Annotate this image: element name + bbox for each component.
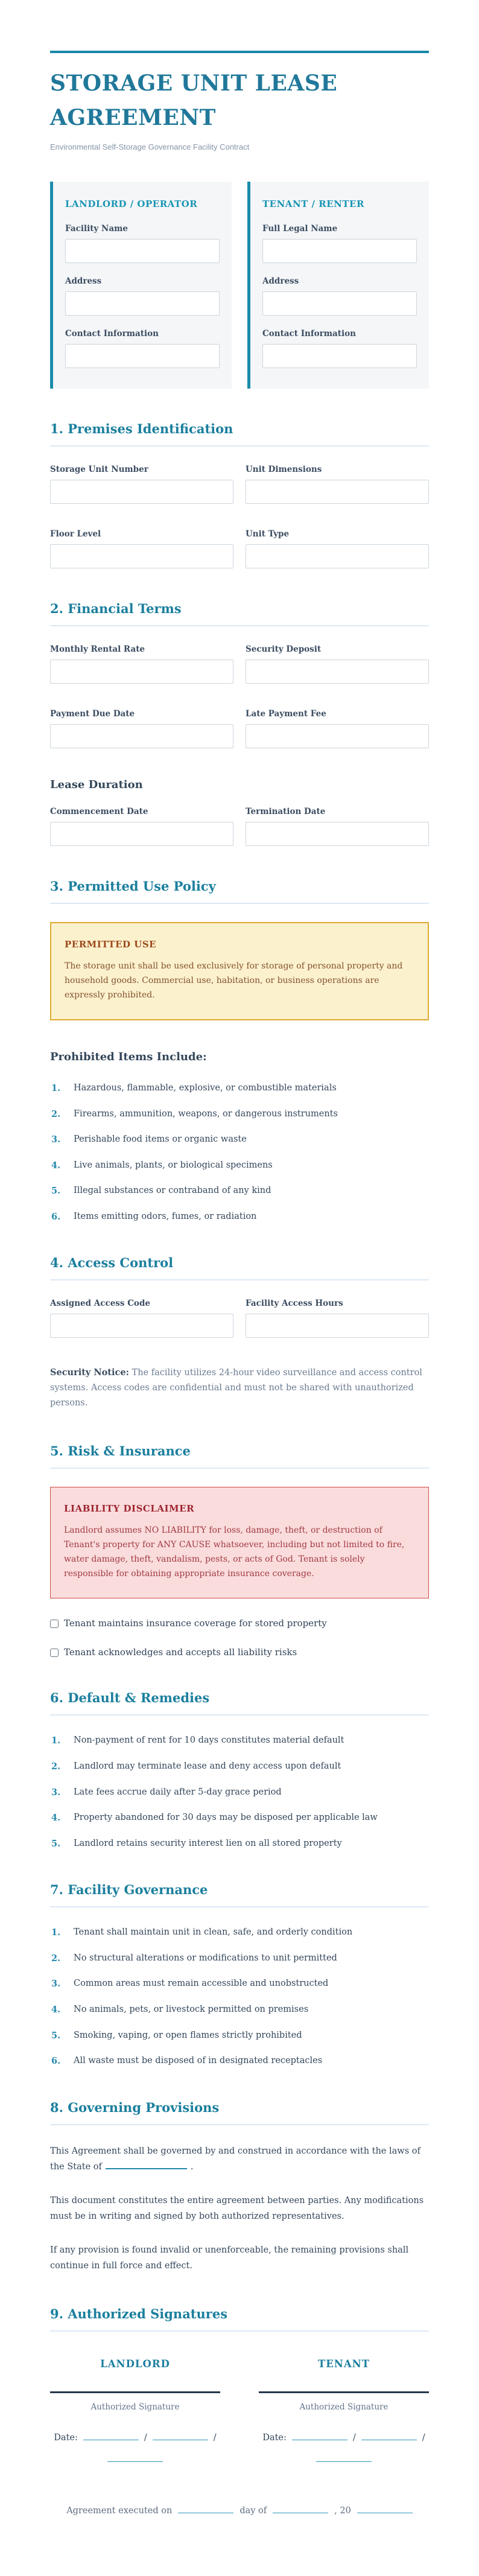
section-divider — [50, 1906, 429, 1907]
facility-name-input[interactable] — [65, 239, 220, 263]
section-financial-terms — [50, 601, 429, 846]
entire-agreement-paragraph: This document constitutes the entire agreement between parties. Any modifications must be in writing and signed by both authorized representatives. — [50, 2195, 424, 2221]
list-item: All waste must be disposed of in designated receptacles — [74, 2056, 323, 2066]
governing-law-text: This Agreement shall be governed by and construed in accordance with the laws of the State of — [50, 2146, 420, 2172]
tenant-date-month-blank[interactable] — [292, 2431, 347, 2440]
payment-due-date-field — [50, 709, 233, 748]
tenant-name-field — [262, 224, 417, 263]
facility-governance-section-title: 7. Facility Governance — [50, 1882, 208, 1898]
landlord-address-field — [65, 276, 220, 316]
tenant-name-input[interactable] — [262, 239, 417, 263]
liability-risks-check-row — [50, 1647, 429, 1658]
tenant-date-label: Date: — [262, 2432, 287, 2443]
facility-name-field — [65, 224, 220, 263]
execution-date-row — [50, 2504, 429, 2516]
section-divider — [50, 903, 429, 904]
tenant-address-label: Address — [262, 276, 299, 286]
section-divider — [50, 1714, 429, 1716]
liability-disclaimer-title: LIABILITY DISCLAIMER — [64, 1503, 195, 1515]
termination-date-field — [246, 807, 429, 846]
landlord-party-heading: LANDLORD — [100, 2358, 170, 2370]
permitted-use-notice-box — [50, 922, 429, 1020]
floor-level-label: Floor Level — [50, 529, 101, 539]
state-blank-line[interactable] — [106, 2160, 187, 2169]
list-item: Live animals, plants, or biological specimens — [74, 1160, 273, 1170]
security-notice — [50, 1366, 429, 1411]
facility-name-label: Facility Name — [65, 223, 128, 234]
landlord-address-label: Address — [65, 276, 102, 286]
lease-duration-grid — [50, 807, 429, 846]
execution-text-1: Agreement executed on — [66, 2505, 173, 2516]
governing-law-paragraph — [50, 2143, 429, 2175]
execution-text-2: day of — [240, 2505, 267, 2516]
section-divider — [50, 2330, 429, 2332]
tenant-contact-label: Contact Information — [262, 328, 356, 339]
landlord-address-input[interactable] — [65, 291, 220, 316]
security-notice-text: The facility utilizes 24-hour video surveillance and access control systems. Access codes are confidential and must not be shared with unauthorized persons. — [50, 1368, 422, 1408]
unit-dimensions-input[interactable] — [246, 480, 429, 504]
payment-due-date-input[interactable] — [50, 724, 233, 748]
unit-dimensions-label: Unit Dimensions — [246, 464, 322, 474]
page-title: STORAGE UNIT LEASE AGREEMENT — [50, 71, 338, 130]
list-item: Items emitting odors, fumes, or radiation — [74, 1211, 257, 1221]
access-field-grid — [50, 1299, 429, 1338]
execution-month-blank[interactable] — [273, 2504, 328, 2513]
landlord-signature-block — [50, 2358, 220, 2462]
tenant-name-label: Full Legal Name — [262, 223, 338, 234]
security-notice-label: Security Notice: — [50, 1367, 129, 1378]
list-item: Tenant shall maintain unit in clean, safe, and orderly condition — [74, 1927, 353, 1938]
unit-type-input[interactable] — [246, 544, 429, 568]
tenant-signature-block — [259, 2358, 429, 2462]
landlord-contact-label: Contact Information — [65, 328, 159, 339]
tenant-signature-line[interactable] — [259, 2391, 429, 2393]
landlord-date-label: Date: — [54, 2432, 78, 2443]
section-divider — [50, 445, 429, 447]
late-payment-fee-field — [246, 709, 429, 748]
facility-access-hours-field — [246, 1299, 429, 1338]
storage-unit-number-label: Storage Unit Number — [50, 464, 148, 474]
tenant-date-day-blank[interactable] — [361, 2431, 417, 2440]
liability-risks-checkbox[interactable] — [50, 1649, 59, 1657]
list-item: Late fees accrue daily after 5-day grace period — [74, 1787, 282, 1797]
default-remedies-list — [50, 1735, 429, 1849]
date-separator: / — [213, 2432, 217, 2443]
premises-section-title: 1. Premises Identification — [50, 421, 233, 436]
prohibited-items-heading: Prohibited Items Include: — [50, 1050, 207, 1063]
tenant-date-year-blank[interactable] — [316, 2454, 372, 2463]
governing-law-period: . — [190, 2161, 194, 2172]
tenant-address-field — [262, 276, 417, 316]
section-governing-provisions — [50, 2100, 429, 2274]
section-divider — [50, 625, 429, 626]
risk-insurance-section-title: 5. Risk & Insurance — [50, 1443, 191, 1459]
landlord-date-row — [50, 2431, 220, 2462]
list-item: Property abandoned for 30 days may be disposed per applicable law — [74, 1813, 378, 1823]
storage-unit-number-input[interactable] — [50, 480, 233, 504]
list-item: Hazardous, flammable, explosive, or combustible materials — [74, 1083, 337, 1093]
liability-risks-checkbox-label: Tenant acknowledges and accepts all liability risks — [64, 1647, 297, 1658]
header-accent-rule — [50, 51, 429, 53]
liability-disclaimer-text: Landlord assumes NO LIABILITY for loss, damage, theft, or destruction of Tenant's property for ANY CAUSE whatsoever, including but not limited to fire, water damage, theft, vandalism, pests, or acts of God. Tenant is solely responsible for obtaining appropriate insurance coverage. — [64, 1525, 405, 1579]
monthly-rental-rate-field — [50, 644, 233, 684]
tenant-panel-heading: TENANT / RENTER — [262, 198, 364, 209]
section-divider — [50, 1468, 429, 1469]
list-item: Smoking, vaping, or open flames strictly prohibited — [74, 2030, 302, 2040]
list-item: Illegal substances or contraband of any kind — [74, 1186, 271, 1196]
date-separator: / — [422, 2432, 425, 2443]
default-remedies-section-title: 6. Default & Remedies — [50, 1690, 210, 1706]
tenant-date-row — [259, 2431, 429, 2462]
landlord-contact-field — [65, 329, 220, 368]
section-permitted-use — [50, 879, 429, 1223]
date-separator: / — [144, 2432, 147, 2443]
insurance-coverage-checkbox[interactable] — [50, 1620, 59, 1628]
list-item: No structural alterations or modifications to unit permitted — [74, 1953, 337, 1963]
signatures-section-title: 9. Authorized Signatures — [50, 2306, 228, 2322]
section-risk-insurance — [50, 1443, 429, 1658]
termination-date-label: Termination Date — [246, 806, 326, 816]
floor-level-input[interactable] — [50, 544, 233, 568]
execution-year-blank[interactable] — [357, 2504, 413, 2513]
list-item: Firearms, ammunition, weapons, or dangerous instruments — [74, 1108, 338, 1119]
execution-text-3: , 20 — [334, 2505, 351, 2516]
payment-due-date-label: Payment Due Date — [50, 708, 135, 719]
facility-access-hours-label: Facility Access Hours — [246, 1299, 343, 1309]
list-item: Landlord retains security interest lien on all stored property — [74, 1838, 342, 1848]
security-deposit-field — [246, 644, 429, 684]
section-premises-identification — [50, 421, 429, 568]
landlord-date-year-blank[interactable] — [107, 2454, 163, 2463]
monthly-rental-rate-input[interactable] — [50, 660, 233, 684]
facility-governance-list — [50, 1927, 429, 2067]
signature-grid — [50, 2358, 429, 2462]
section-divider — [50, 1279, 429, 1280]
party-panels — [50, 182, 429, 389]
date-separator: / — [352, 2432, 356, 2443]
permitted-use-notice-text: The storage unit shall be used exclusively for storage of personal property and household goods. Commercial use, habitation, or business operations are expressly prohibited. — [65, 961, 403, 1000]
section-access-control — [50, 1255, 429, 1411]
prohibited-items-list — [50, 1083, 429, 1223]
severability-paragraph: If any provision is found invalid or unenforceable, the remaining provisions shall continue in full force and effect. — [50, 2245, 409, 2271]
landlord-date-day-blank[interactable] — [153, 2431, 208, 2440]
permitted-use-notice-title: PERMITTED USE — [65, 938, 157, 950]
execution-day-blank[interactable] — [178, 2504, 233, 2513]
floor-level-field — [50, 529, 233, 568]
list-item: No animals, pets, or livestock permitted on premises — [74, 2004, 309, 2014]
list-item: Landlord may terminate lease and deny access upon default — [74, 1761, 341, 1772]
permitted-use-section-title: 3. Permitted Use Policy — [50, 878, 216, 894]
page-subtitle: Environmental Self-Storage Governance Facility Contract — [50, 142, 250, 151]
insurance-coverage-checkbox-label: Tenant maintains insurance coverage for stored property — [64, 1618, 327, 1629]
commencement-date-field — [50, 807, 233, 846]
landlord-contact-input[interactable] — [65, 344, 220, 368]
landlord-date-month-blank[interactable] — [83, 2431, 139, 2440]
access-control-section-title: 4. Access Control — [50, 1255, 174, 1271]
commencement-date-input[interactable] — [50, 822, 233, 846]
section-facility-governance — [50, 1882, 429, 2067]
commencement-date-label: Commencement Date — [50, 806, 148, 816]
lease-duration-heading: Lease Duration — [50, 778, 143, 791]
assigned-access-code-label: Assigned Access Code — [50, 1299, 150, 1309]
governing-provisions-section-title: 8. Governing Provisions — [50, 2099, 220, 2115]
late-payment-fee-input[interactable] — [246, 724, 429, 748]
financial-field-grid — [50, 644, 429, 748]
tenant-signature-label: Authorized Signature — [299, 2402, 389, 2412]
termination-date-input[interactable] — [246, 822, 429, 846]
monthly-rental-rate-label: Monthly Rental Rate — [50, 644, 145, 654]
section-authorized-signatures — [50, 2306, 429, 2516]
landlord-panel — [50, 182, 232, 389]
liability-disclaimer-box — [50, 1487, 429, 1598]
assigned-access-code-input[interactable] — [50, 1314, 233, 1338]
facility-access-hours-input[interactable] — [246, 1314, 429, 1338]
assigned-access-code-field — [50, 1299, 233, 1338]
financial-section-title: 2. Financial Terms — [50, 600, 182, 616]
landlord-signature-line[interactable] — [50, 2391, 220, 2393]
tenant-address-input[interactable] — [262, 291, 417, 316]
list-item: Common areas must remain accessible and unobstructed — [74, 1979, 329, 1989]
landlord-panel-heading: LANDLORD / OPERATOR — [65, 198, 198, 209]
landlord-signature-label: Authorized Signature — [90, 2402, 180, 2412]
storage-unit-number-field — [50, 465, 233, 504]
unit-type-field — [246, 529, 429, 568]
list-item: Perishable food items or organic waste — [74, 1134, 247, 1145]
late-payment-fee-label: Late Payment Fee — [246, 708, 326, 719]
unit-dimensions-field — [246, 465, 429, 504]
tenant-contact-input[interactable] — [262, 344, 417, 368]
tenant-party-heading: TENANT — [317, 2358, 370, 2370]
unit-type-label: Unit Type — [246, 529, 290, 539]
section-default-remedies — [50, 1690, 429, 1849]
list-item: Non-payment of rent for 10 days constitutes material default — [74, 1735, 344, 1746]
tenant-contact-field — [262, 329, 417, 368]
section-divider — [50, 2124, 429, 2125]
tenant-panel — [247, 182, 429, 389]
premises-field-grid — [50, 465, 429, 568]
security-deposit-label: Security Deposit — [246, 644, 322, 654]
security-deposit-input[interactable] — [246, 660, 429, 684]
insurance-coverage-check-row — [50, 1618, 429, 1629]
